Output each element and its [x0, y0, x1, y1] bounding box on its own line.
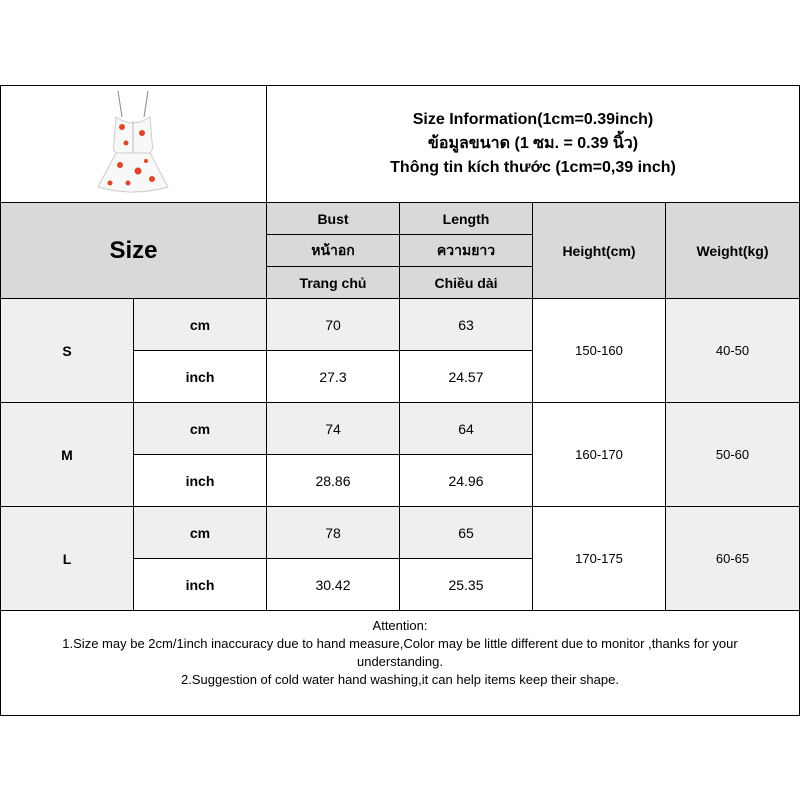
length-inch-l: 25.35: [399, 558, 533, 611]
bust-inch-m: 28.86: [266, 454, 400, 507]
size-label-s: S: [0, 298, 134, 403]
bust-header-vi: Trang chủ: [266, 266, 400, 299]
weight-header: Weight(kg): [665, 202, 800, 299]
title-vietnamese: Thông tin kích thước (1cm=0,39 inch): [390, 159, 676, 176]
length-cm-s: 63: [399, 298, 533, 351]
bust-cm-m: 74: [266, 402, 400, 455]
height-m: 160-170: [532, 402, 666, 507]
bust-header-en: Bust: [266, 202, 400, 235]
unit-cm-m: cm: [133, 402, 267, 455]
size-label-l: L: [0, 506, 134, 611]
product-image: [80, 87, 186, 199]
size-label-m: M: [0, 402, 134, 507]
length-inch-m: 24.96: [399, 454, 533, 507]
weight-l: 60-65: [665, 506, 800, 611]
title-thai: ข้อมูลขนาด (1 ซม. = 0.39 นิ้ว): [427, 135, 639, 152]
bust-inch-l: 30.42: [266, 558, 400, 611]
length-header-en: Length: [399, 202, 533, 235]
size-header: Size: [0, 202, 267, 299]
unit-inch-l: inch: [133, 558, 267, 611]
length-header-th: ความยาว: [399, 234, 533, 267]
attention-notes: [0, 610, 800, 716]
height-l: 170-175: [532, 506, 666, 611]
unit-inch-m: inch: [133, 454, 267, 507]
attention-line-1: 1.Size may be 2cm/1inch inaccuracy due to hand measure,Color may be little different due to monitor ,thanks for your understanding.: [62, 636, 738, 669]
weight-s: 40-50: [665, 298, 800, 403]
floral-romper-icon: [80, 87, 186, 199]
bust-header-th: หน้าอก: [266, 234, 400, 267]
bust-cm-s: 70: [266, 298, 400, 351]
unit-cm-s: cm: [133, 298, 267, 351]
title-english: Size Information(1cm=0.39inch): [412, 111, 654, 128]
unit-cm-l: cm: [133, 506, 267, 559]
attention-heading: Attention:: [372, 618, 428, 633]
size-information-title: [266, 85, 800, 203]
height-header: Height(cm): [532, 202, 666, 299]
length-cm-m: 64: [399, 402, 533, 455]
bust-inch-s: 27.3: [266, 350, 400, 403]
length-cm-l: 65: [399, 506, 533, 559]
unit-inch-s: inch: [133, 350, 267, 403]
height-s: 150-160: [532, 298, 666, 403]
length-inch-s: 24.57: [399, 350, 533, 403]
attention-line-2: 2.Suggestion of cold water hand washing,it can help items keep their shape.: [181, 672, 619, 687]
weight-m: 50-60: [665, 402, 800, 507]
bust-cm-l: 78: [266, 506, 400, 559]
length-header-vi: Chiều dài: [399, 266, 533, 299]
